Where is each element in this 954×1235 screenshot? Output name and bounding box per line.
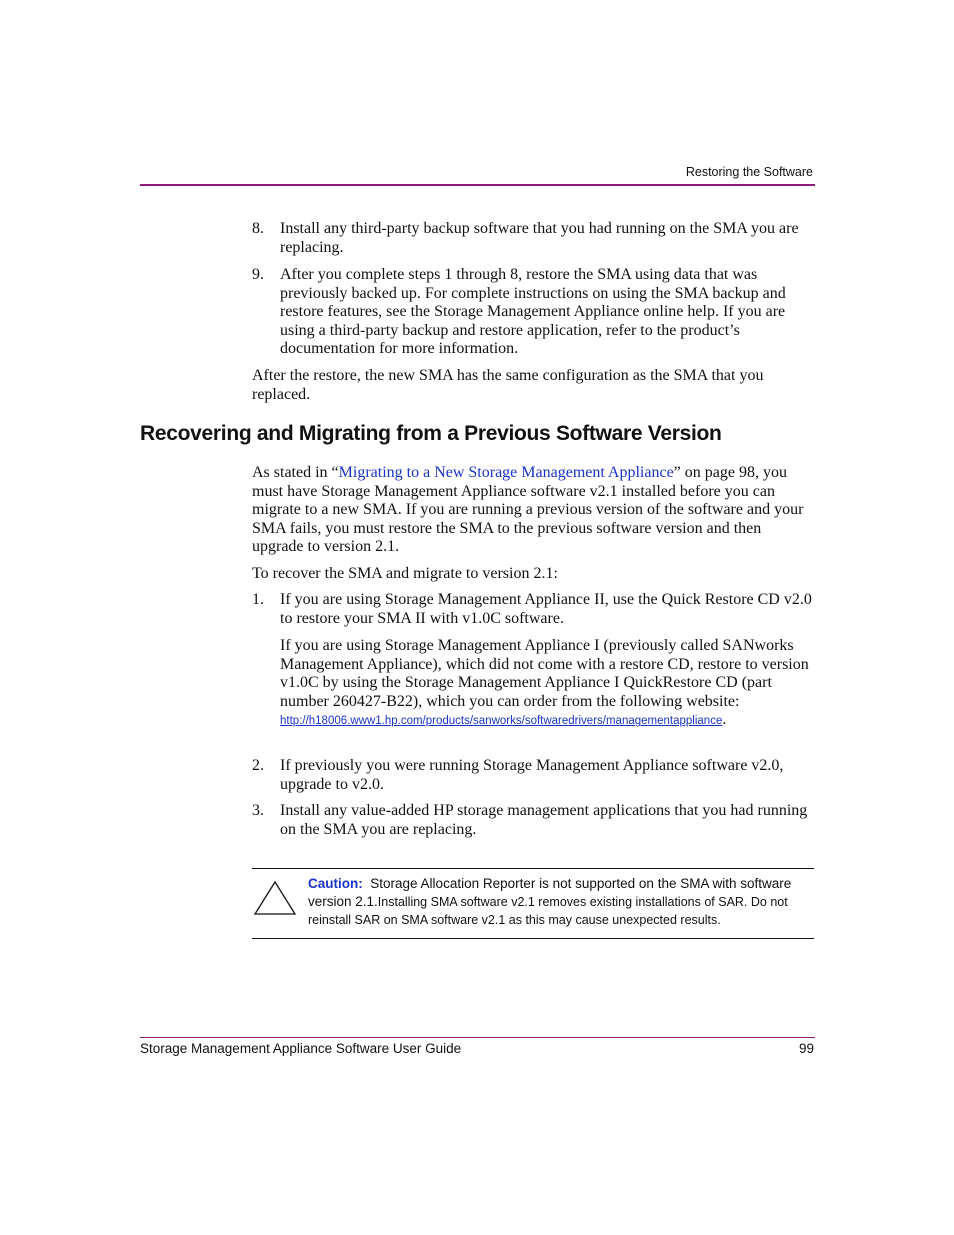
caution-small-text: Installing SMA software v2.1 removes existing installations of SAR. Do not reinstall SAR on SMA software v2.1 as this may cause unexpected results. [308, 894, 788, 927]
step-text: If you are using Storage Management Appliance II, use the Quick Restore CD v2.0 to restore your SMA II with v1.0C software. [280, 591, 812, 627]
section-heading: Recovering and Migrating from a Previous Software Version [140, 422, 722, 445]
step-number: 2. [252, 757, 264, 774]
step-1-sub-text: If you are using Storage Management Appliance I (previously called SANworks Management Appliance), which did not come with a restore CD, restore to version v1.0C by using the Storage Management Appliance I QuickRestore CD (part number 260427-B22), which you can order from the following website: [280, 637, 809, 710]
cross-reference-link[interactable]: Migrating to a New Storage Management Appliance [338, 464, 674, 481]
step-text: If previously you were running Storage Management Appliance software v2.0, upgrade to v2.0. [280, 757, 784, 793]
step-number: 8. [252, 220, 264, 237]
header-rule [140, 184, 815, 186]
intro-paragraph [252, 464, 814, 557]
caution-top-rule [252, 868, 814, 869]
intro-post: ” on page 98, you must have Storage Management Appliance software v2.1 installed before you can migrate to a new SMA. If you are running a previous version of the software and your SMA fails, you must restore the SMA to the previous software version and then upgrade to version 2.1. [252, 464, 804, 556]
step-text: Install any value-added HP storage management applications that you had running on the SMA you are replacing. [280, 802, 808, 838]
step-number: 3. [252, 802, 264, 819]
caution-triangle-icon [253, 880, 297, 916]
caution-text [308, 875, 816, 930]
step-9 [252, 266, 814, 359]
step-number: 1. [252, 591, 264, 608]
step-1-subparagraph [252, 637, 814, 731]
step-8 [252, 220, 814, 257]
running-header: Restoring the Software [685, 165, 813, 179]
website-link[interactable]: http://h18006.www1.hp.com/products/sanworks/softwaredrivers/managementappliance [280, 715, 723, 728]
footer-guide-title: Storage Management Appliance Software User Guide [140, 1041, 462, 1056]
caution-bottom-rule [252, 938, 814, 939]
step-number: 9. [252, 266, 264, 283]
url-period: . [722, 711, 727, 729]
caution-main-text: Storage Allocation Reporter is not supported on the SMA with software version 2.1. [308, 876, 792, 909]
caution-label: Caution: [308, 876, 363, 891]
step-1 [252, 591, 814, 628]
after-restore-paragraph: After the restore, the new SMA has the same configuration as the SMA that you replaced. [252, 367, 764, 403]
footer-rule [140, 1037, 815, 1038]
step-2 [252, 757, 814, 794]
lead-paragraph: To recover the SMA and migrate to version 2.1: [252, 565, 558, 582]
step-text: Install any third-party backup software that you had running on the SMA you are replacing. [280, 220, 799, 256]
step-3 [252, 802, 814, 839]
intro-pre: As stated in “ [252, 464, 339, 481]
page-number: 99 [798, 1041, 814, 1056]
step-text: After you complete steps 1 through 8, restore the SMA using data that was previously backed up. For complete instructions on using the SMA backup and restore features, see the Storage Management Appliance online help. If you are using a third-party backup and restore application, refer to the product’s documentation for more information. [280, 266, 786, 358]
